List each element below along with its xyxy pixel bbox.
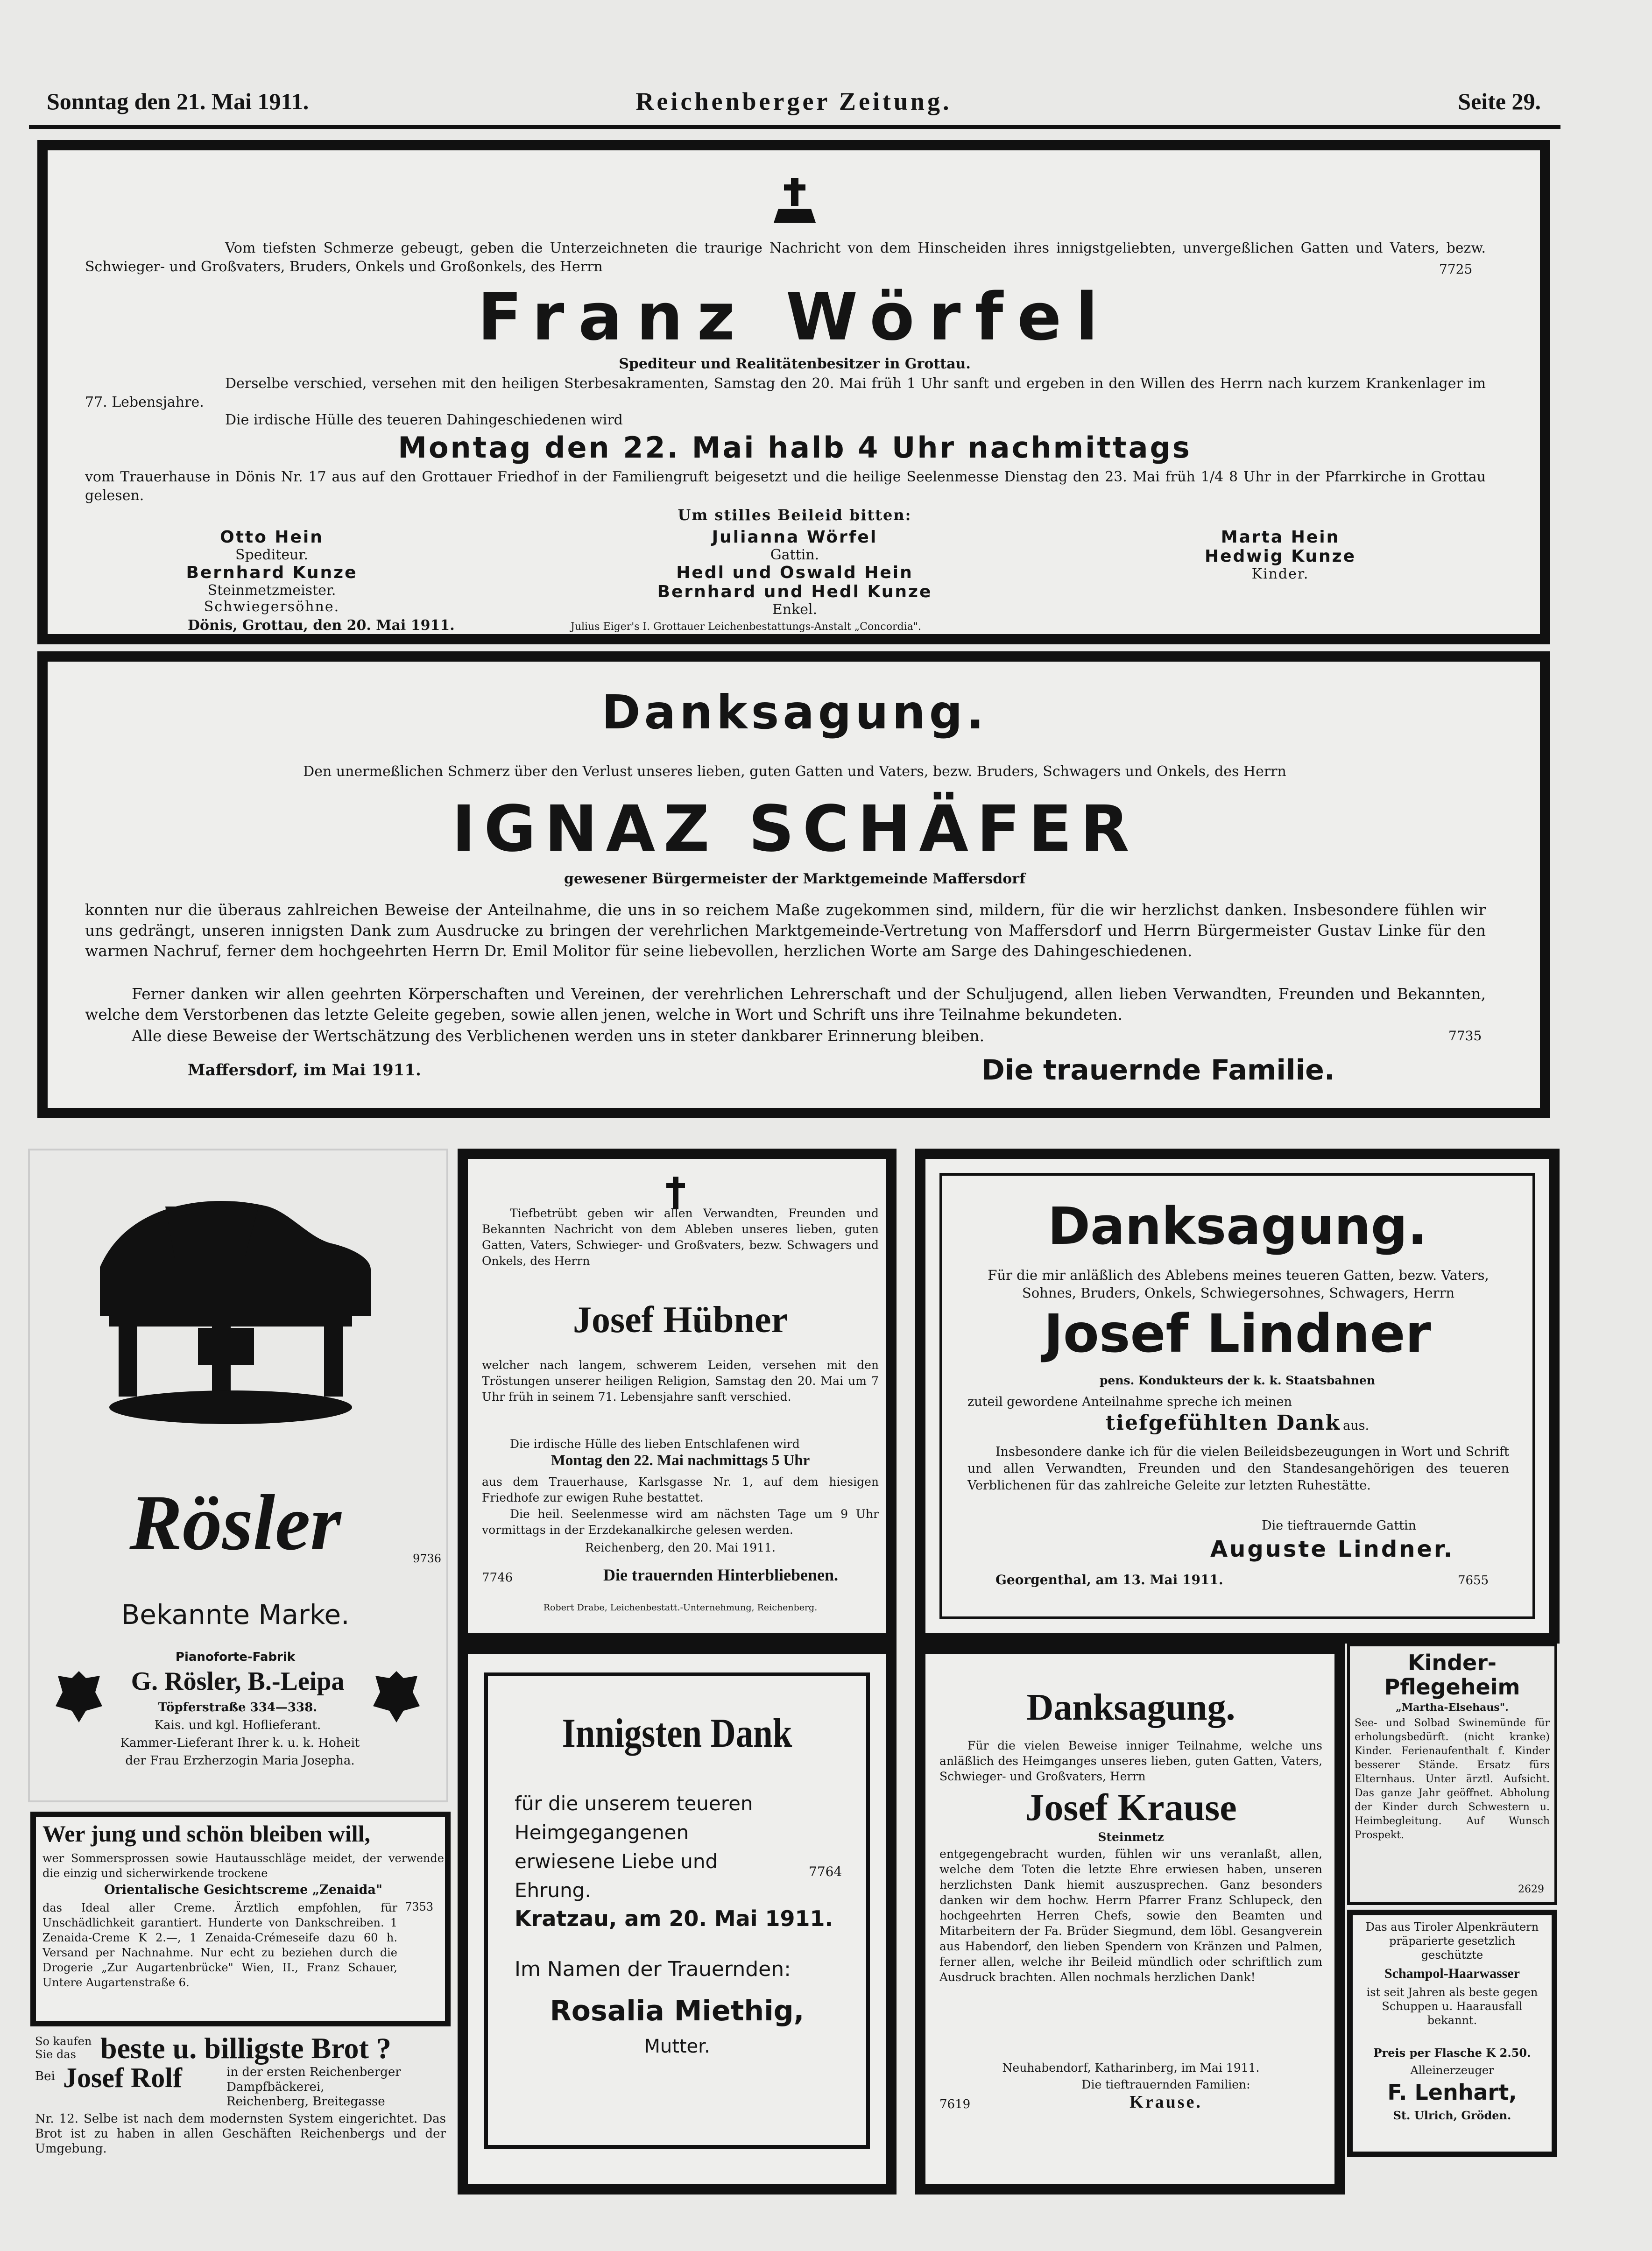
schampol-producer-label: Alleinerzeuger [1410, 2064, 1494, 2077]
signer-name: Bernhard und Hedl Kunze [657, 582, 932, 601]
signer-name: Hedl und Oswald Hein [676, 563, 913, 582]
signer-role: Gattin. [770, 547, 819, 563]
bread-text3: Nr. 12. Selbe ist nach dem modernsten System eingerichtet. Das Brot ist zu haben in allen Geschäften Reichenbergs und der Umgebung. [35, 2112, 446, 2156]
ad-bread [30, 2031, 451, 2171]
roesler-number: 9736 [413, 1552, 442, 1565]
miethig-title: Innigsten Dank [562, 1711, 792, 1756]
grand-piano-icon [91, 1188, 380, 1431]
schaefer-occupation: gewesener Bürgermeister der Marktgemeinde Maffersdorf [564, 871, 1026, 887]
lindner-intro: Für die mir anläßlich des Ablebens meines teueren Gatten, bezw. Vaters, Sohnes, Bruders, Onkels, Schwiegersohnes, Schwagers, Herrn [988, 1267, 1489, 1301]
woerfel-column-left [127, 528, 417, 615]
woerfel-funeral: Montag den 22. Mai halb 4 Uhr nachmittags [398, 430, 1192, 465]
ad-schampol [1347, 1910, 1557, 2157]
imperial-eagle-icon [53, 1669, 105, 1725]
miethig-body: für die unserem teueren Heimgegangenen erwiesene Liebe und Ehrung. [515, 1792, 753, 1902]
krause-occupation: Steinmetz [1098, 1830, 1164, 1844]
schampol-product: Schampol-Haarwasser [1384, 1966, 1520, 1981]
huebner-body3: aus dem Trauerhause, Karlsgasse Nr. 1, auf dem hiesigen Friedhofe zur ewigen Ruhe bestattet. [482, 1475, 879, 1504]
krause-place-date: Neuhabendorf, Katharinberg, im Mai 1911. [1002, 2061, 1260, 2075]
roesler-factory: Pianoforte-Fabrik [175, 1650, 296, 1664]
bread-text1: in der ersten Reichenberger Dampfbäckerei, [226, 2065, 401, 2094]
miethig-role: Mutter. [644, 2036, 710, 2057]
lindner-widow: Auguste Lindner. [1210, 1536, 1454, 1562]
woerfel-body3: vom Trauerhause in Dönis Nr. 17 aus auf den Grottauer Friedhof in der Familiengruft beigesetzt und die heilige Seelenmesse Dienstag den 23. Mai früh 1/4 8 Uhr in der Pfarrkirche in Grottau gelesen. [85, 469, 1486, 504]
lindner-place-date: Georgenthal, am 13. Mai 1911. [995, 1572, 1223, 1588]
bread-headline: beste u. billigste Brot ? [100, 2032, 391, 2065]
newspaper-title: Reichenberger Zeitung. [635, 87, 952, 115]
lindner-name: Josef Lindner [1044, 1304, 1431, 1364]
signer-name: Marta Hein [1221, 528, 1340, 547]
roesler-purveyor: Kais. und kgl. Hoflieferant. [154, 1718, 321, 1732]
kinder-body: See- und Solbad Swinemünde für erholungsbedürft. (nicht kranke) Kinder. Ferienaufenthalt f. Kinder besserer Stände. Ersatz fürs Elternhaus. Unter ärztl. Aufsicht. Das ganze Jahr geöffnet. Abholung der Kinder durch Schwestern u. Heimbegleitung. Auf Wunsch Prospekt. [1355, 1717, 1550, 1841]
roesler-archduchess: der Frau Erzherzogin Maria Josepha. [125, 1754, 355, 1768]
signer-role: Schwiegersöhne. [204, 599, 340, 615]
lindner-thanks-line [953, 1411, 1521, 1435]
signer-name: Bernhard Kunze [186, 563, 358, 582]
danksagung-schaefer [37, 651, 1550, 1118]
huebner-body4: Die heil. Seelenmesse wird am nächsten Tage um 9 Uhr vormittags in der Erzdekanalkirche gelesen werden. [482, 1507, 879, 1537]
huebner-intro: Tiefbetrübt geben wir allen Verwandten, Freunden und Bekannten Nachricht von dem Ableben unseres lieben, guten Gatten, Vaters, Schwieger- und Großvaters, bezw. Schwagers und Onkels, des Herrn [482, 1207, 879, 1268]
signer-role: Enkel. [772, 601, 818, 618]
kinder-title2: Pflegeheim [1384, 1674, 1520, 1700]
miethig-on-behalf: Im Namen der Trauernden: [515, 1957, 791, 1981]
ad-kinder-pflegeheim [1347, 1644, 1557, 1905]
lindner-number: 7655 [1458, 1574, 1489, 1588]
schaefer-intro: Den unermeßlichen Schmerz über den Verlust unseres lieben, guten Gatten und Vaters, bezw. Bruders, Schwagers und Onkels, des Herrn [303, 763, 1286, 780]
krause-families: Die tieftrauernden Familien: [1081, 2078, 1250, 2091]
roesler-chamber: Kammer-Lieferant Ihrer k. u. k. Hoheit [120, 1736, 360, 1750]
cross-icon [664, 1177, 687, 1209]
lindner-body2: Insbesondere danke ich für die vielen Beileidsbezeugungen in Wort und Schrift und allen Verwandten, Freunden und den Standesangehörigen des teueren Verblichenen für das zahlreiche Geleite zur letzten Ruhestätte. [967, 1445, 1509, 1493]
header-rule [29, 125, 1560, 129]
krause-number: 7619 [939, 2097, 971, 2111]
zenaida-title: Wer jung und schön bleiben will, [42, 1821, 371, 1847]
huebner-name: Josef Hübner [573, 1299, 788, 1341]
lindner-widow-label: Die tieftrauernde Gattin [1262, 1518, 1417, 1533]
schampol-price: Preis per Flasche K 2.50. [1373, 2046, 1531, 2060]
zenaida-number: 7353 [405, 1900, 434, 1913]
miethig-number: 7764 [809, 1864, 842, 1879]
zenaida-body2: das Ideal aller Creme. Ärztlich empfohlen, für Unschädlichkeit garantiert. Hunderte von Dankschreiben. 1 Zenaida-Creme K 2.—, 1 Zenaida-Crémeseife dazu 60 h. Versand per Nachnahme. Nur echt zu beziehen durch die Drogerie „Zur Augartenbrücke" Wien, II., Franz Schauer, Untere Augartenstraße 6. [42, 1901, 397, 1989]
roesler-street: Töpferstraße 334—338. [158, 1701, 318, 1715]
signer-role: Spediteur. [235, 547, 309, 563]
signer-name: Julianna Wörfel [712, 528, 878, 547]
woerfel-column-center [571, 528, 1019, 618]
woerfel-body1: Derselbe verschied, versehen mit den heiligen Sterbesakramenten, Samstag den 20. Mai früh 1 Uhr sanft und ergeben in den Willen des Herrn nach kurzem Krankenlager im 77. Lebensjahre. [85, 375, 1486, 410]
bread-text2: Reichenberg, Breitegasse [226, 2095, 385, 2109]
kinder-title1: Kinder- [1407, 1650, 1497, 1675]
danksagung-lindner [915, 1149, 1560, 1644]
roesler-brand: Rösler [129, 1479, 341, 1567]
woerfel-number: 7725 [1439, 261, 1473, 277]
kinder-subtitle: „Martha-Elsehaus". [1396, 1701, 1509, 1714]
page-number: Seite 29. [1458, 88, 1541, 114]
woerfel-undertaker: Julius Eiger's I. Grottauer Leichenbestattungs-Anstalt „Concordia". [571, 621, 921, 633]
signer-name: Otto Hein [220, 528, 324, 547]
woerfel-body2: Die irdische Hülle des teueren Dahingeschiedenen wird [225, 412, 623, 428]
schaefer-para1: konnten nur die überaus zahlreichen Beweise der Anteilnahme, die uns in so reichem Maße zugekommen sind, mildern, für die wir herzlichst danken. Insbesondere fühlen wir uns gedrängt, unseren innigsten Dank zum Ausdrucke zu bringen der verehrlichen Marktgemeinde-Vertretung von Maffersdorf und Herrn Bürgermeister Gustav Linke für den warmen Nachruf, ferner dem hochgeehrten Herrn Dr. Emil Molitor für seine liebevollen, herzlichen Worte am Sarge des Dahingeschiedenen. [85, 901, 1486, 960]
huebner-body1: welcher nach langem, schwerem Leiden, versehen mit den Tröstungen unserer heiligen Religion, Samstag den 20. Mai um 7 Uhr früh in seinem 71. Lebensjahre sanft verschied. [482, 1358, 879, 1404]
woerfel-request: Um stilles Beileid bitten: [678, 506, 912, 524]
schaefer-para3: Alle diese Beweise der Wertschätzung des Verblichenen werden uns in steter dankbarer Erinnerung bleiben. [132, 1027, 985, 1045]
lindner-thanks: tiefgefühlten Dank [1105, 1411, 1341, 1435]
schampol-place: St. Ulrich, Gröden. [1393, 2109, 1511, 2122]
lindner-title: Danksagung. [1047, 1196, 1427, 1256]
roesler-slogan: Bekannte Marke. [121, 1599, 350, 1630]
roesler-company: G. Rösler, B.-Leipa [131, 1667, 345, 1696]
krause-name: Josef Krause [1025, 1786, 1237, 1828]
woerfel-occupation: Spediteur und Realitätenbesitzer in Grottau. [619, 356, 971, 372]
woerfel-name: Franz Wörfel [477, 279, 1112, 355]
ad-zenaida [30, 1812, 451, 2026]
bread-lead: So kaufen Sie das [35, 2035, 92, 2061]
huebner-number: 7746 [482, 1571, 513, 1585]
krause-family-name: Krause. [1130, 2092, 1202, 2112]
lindner-body1: zuteil gewordene Anteilnahme spreche ich meinen [967, 1395, 1292, 1409]
woerfel-intro: Vom tiefsten Schmerze gebeugt, geben die Unterzeichneten die traurige Nachricht von dem Hinscheiden ihres innigstgeliebten, unvergeßlichen Gatten und Vaters, bezw. Schwieger- und Großvaters, Bruders, Onkels und Großonkels, des Herrn [85, 240, 1486, 275]
lindner-thanks-suffix: aus. [1343, 1418, 1370, 1433]
schampol-producer: F. Lenhart, [1387, 2080, 1517, 2105]
zenaida-product: Orientalische Gesichtscreme „Zenaida" [104, 1883, 382, 1897]
krause-intro: Für die vielen Beweise inniger Teilnahme, welche uns anläßlich des Heimganges unseres lieben, guten Gatten, Vaters, Schwieger- und Großvaters, Herrn [939, 1739, 1322, 1783]
schaefer-name: IGNAZ SCHÄFER [452, 792, 1138, 866]
imperial-eagle-icon [371, 1669, 422, 1725]
ad-roesler [28, 1149, 448, 1802]
cross-icon [769, 176, 820, 227]
zenaida-body: wer Sommersprossen sowie Hautausschläge meidet, der verwende die einzig und sicherwirkende trockene [42, 1852, 444, 1880]
bread-intro: Bei [35, 2069, 55, 2083]
schaefer-title: Danksagung. [601, 685, 988, 740]
signer-role: Steinmetzmeister. [207, 582, 336, 599]
huebner-place-date: Reichenberg, den 20. Mai 1911. [585, 1541, 776, 1554]
schampol-body: ist seit Jahren als beste gegen Schuppen u. Haarausfall bekannt. [1366, 1986, 1538, 2027]
danksagung-krause [915, 1644, 1345, 2195]
bread-name: Josef Rolf [63, 2062, 182, 2093]
schaefer-place-date: Maffersdorf, im Mai 1911. [188, 1061, 421, 1080]
huebner-funeral: Montag den 22. Mai nachmittags 5 Uhr [551, 1452, 810, 1469]
huebner-undertaker: Robert Drabe, Leichenbestatt.-Unternehmung, Reichenberg. [543, 1602, 818, 1613]
miethig-place-date: Kratzau, am 20. Mai 1911. [515, 1906, 833, 1931]
schaefer-signature: Die trauernde Familie. [981, 1054, 1335, 1087]
huebner-body2: Die irdische Hülle des lieben Entschlafenen wird [510, 1437, 800, 1451]
schampol-intro: Das aus Tiroler Alpenkräutern präparierte gesetzlich geschützte [1365, 1920, 1539, 1962]
krause-body: entgegengebracht wurden, fühlen wir uns veranlaßt, allen, welche dem Toten die letzte Ehre erwiesen haben, unseren herzlichsten Dank hiemit auszusprechen. Ganz besonders danken wir dem hochw. Herrn Pfarrer Franz Schlupeck, den hochgeehrten Herren Chefs, sowie den Beamten und Mitarbeitern der Fa. Brüder Siegmund, dem löbl. Gesangverein aus Habendorf, den lieben Spendern von Kränzen und Palmen, ferner allen, welche ihr Beileid mündlich oder schriftlich zum Ausdruck brachten. Allen nochmals herzlichen Dank! [939, 1847, 1322, 1984]
schaefer-para2: Ferner danken wir allen geehrten Körperschaften und Vereinen, der verehrlichen Lehrerschaft und der Schuljugend, allen lieben Verwandten, Freunden und Bekannten, welche dem Verstorbenen das letzte Geleite gegeben, sowie allen jenen, welche in Wort und Schrift uns ihre Teilnahme bekundeten. [85, 985, 1486, 1023]
dank-miethig [458, 1644, 897, 2195]
huebner-signature: Die trauernden Hinterbliebenen. [603, 1566, 838, 1584]
signer-name: Hedwig Kunze [1204, 547, 1356, 566]
obituary-woerfel [37, 140, 1550, 644]
schaefer-number: 7735 [1448, 1028, 1482, 1044]
header-date: Sonntag den 21. Mai 1911. [47, 88, 309, 114]
obituary-huebner [458, 1149, 897, 1644]
signer-role: Kinder. [1251, 566, 1309, 582]
krause-title: Danksagung. [1026, 1687, 1235, 1728]
lindner-occupation: pens. Kondukteurs der k. k. Staatsbahnen [1099, 1374, 1376, 1387]
woerfel-place-date: Dönis, Grottau, den 20. Mai 1911. [188, 617, 455, 634]
kinder-number: 2629 [1518, 1884, 1544, 1895]
miethig-name: Rosalia Miethig, [550, 1995, 805, 2027]
woerfel-column-right [1136, 528, 1425, 582]
